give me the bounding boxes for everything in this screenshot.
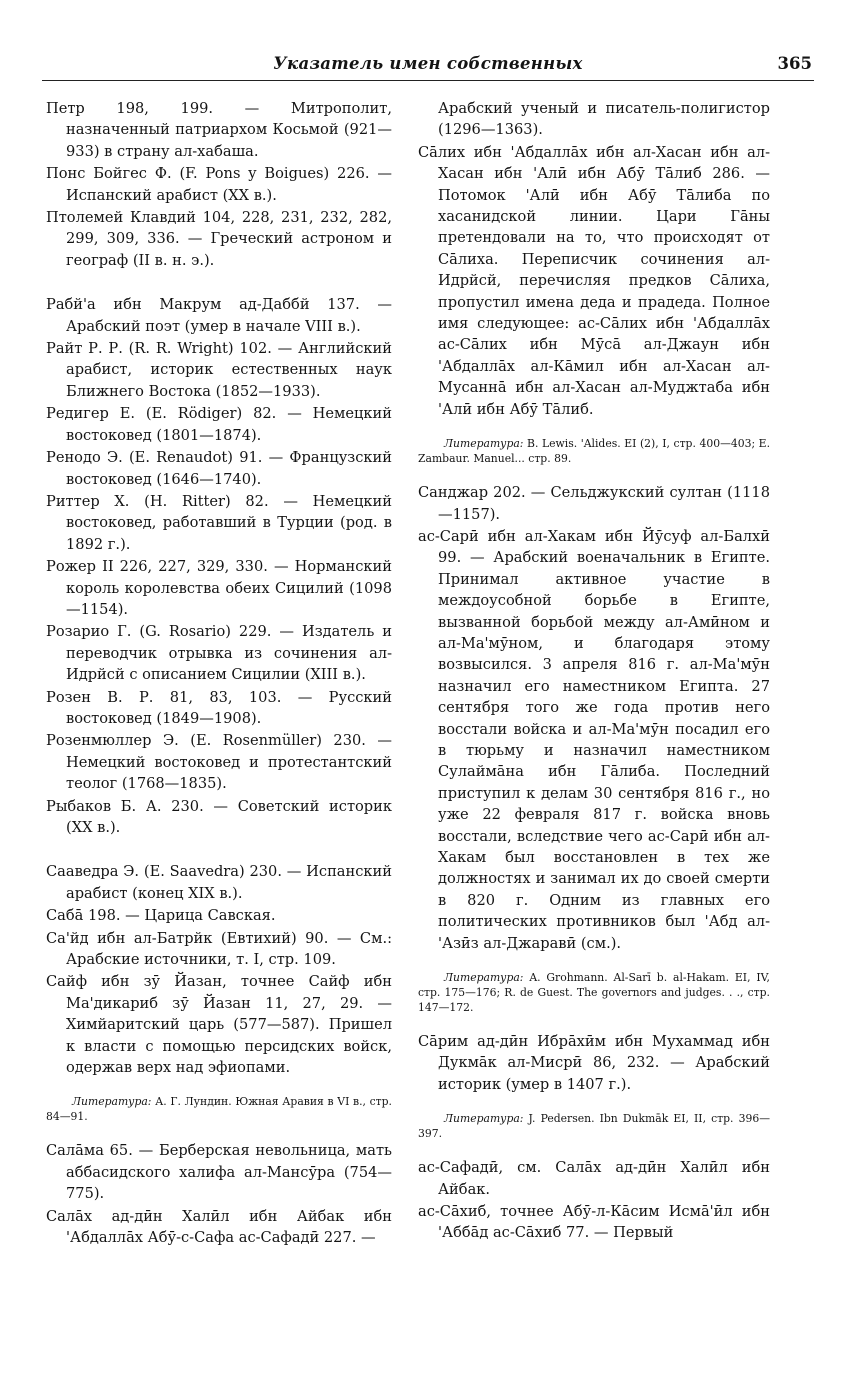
literature-text: A. Grohmann. Al-Sarī b. al-Hakam. EI, IV, стр. 175—176; R. de Guest. The governors and judges. . ., стр. 147—172.: [418, 971, 770, 1015]
literature-note: [418, 436, 770, 466]
index-entry: Салāма 65. — Берберская невольница, мать аббасидского халифа ал-Мансӯра (754—775).: [46, 1142, 392, 1203]
index-entry: Розенмюллер Э. (E. Rosenmüller) 230. — Немецкий востоковед и протестантский теолог (1768—1835).: [46, 732, 392, 793]
left-column: [46, 98, 392, 1250]
index-entry: Санджар 202. — Сельджукский султан (1118—1157).: [418, 484, 770, 523]
literature-label: Литература:: [72, 1095, 152, 1109]
index-entry: Сааведра Э. (E. Saavedra) 230. — Испанский арабист (конец XIX в.).: [46, 863, 392, 902]
index-entry: Понс Бойгес Ф. (F. Pons y Boigues) 226. — Испанский арабист (XX в.).: [46, 165, 392, 204]
literature-text: B. Lewis. 'Alides. EI (2), I, стр. 400—403; E. Zambaur. Manuel... стр. 89.: [418, 437, 770, 466]
index-entry: Розен В. Р. 81, 83, 103. — Русский востоковед (1849—1908).: [46, 688, 392, 727]
index-entry: ас-Сāхиб, точнее Абӯ-л-Кāсим Исмā'ӣл ибн 'Аббāд ас-Сāхиб 77. — Первый: [418, 1203, 770, 1242]
literature-label: Литература:: [444, 437, 524, 451]
index-entry: Риттер X. (H. Ritter) 82. — Немецкий востоковед, работавший в Турции (род. в 1892 г.).: [46, 492, 392, 553]
literature-note: [46, 1094, 392, 1124]
literature-note: [418, 970, 770, 1015]
index-entry-continuation: Арабский ученый и писатель-полигистор (1296—1363).: [438, 100, 770, 139]
index-entry: Розарио Г. (G. Rosario) 229. — Издатель и переводчик отрывка из сочинения ал-Идрйсй с описанием Сицилии (XIII в.).: [46, 623, 392, 684]
index-entry: Сāрим ад-дӣн Ибрāхӣм ибн Мухаммад ибн Дукмāк ал-Мисрӣ 86, 232. — Арабский историк (умер в 1407 г.).: [418, 1033, 770, 1093]
index-entry: Рожер II 226, 227, 329, 330. — Норманский король королевства обеих Сицилий (1098—1154).: [46, 558, 392, 618]
index-entry: Рыбаков Б. А. 230. — Советский историк (XX в.).: [46, 797, 392, 836]
section-gap: [46, 839, 392, 861]
literature-text: А. Г. Лундин. Южная Аравия в VI в., стр. 84—91.: [46, 1095, 392, 1124]
index-entry: Редигер Е. (E. Rödiger) 82. — Немецкий востоковед (1801—1874).: [46, 405, 392, 444]
page-number: 365: [777, 54, 812, 73]
running-header: [42, 52, 814, 81]
section-gap: [46, 272, 392, 294]
right-column: [418, 98, 770, 1245]
literature-text: J. Pedersen. Ibn Dukmāk EI, II, стр. 396—397.: [418, 1112, 770, 1141]
index-entry: Салāх ад-дӣн Халӣл ибн Айбак ибн 'Абдаллāх Абӯ-с-Сафа ас-Сафадӣ 227. —: [46, 1207, 392, 1247]
index-entry: ас-Сафадӣ, см. Салāх ад-дӣн Халӣл ибн Айбак.: [418, 1159, 770, 1198]
literature-label: Литература:: [444, 971, 524, 985]
index-entry: Райт Р. Р. (R. R. Wright) 102. — Английский арабист, историк естественных наук Ближнего Востока (1852—1933).: [46, 340, 392, 400]
index-entry: Рабй'а ибн Макрум ад-Даббй 137. — Арабский поэт (умер в начале VIII в.).: [46, 296, 392, 335]
index-entry: Са'йд ибн ал-Батрйк (Евтихий) 90. — См.: Арабские источники, т. I, стр. 109.: [46, 929, 392, 969]
index-entry: Сāлих ибн 'Абдаллāх ибн ал-Хасан ибн ал-Хасан ибн 'Алӣ ибн Абӯ Тāлиб 286. — Потомок 'Алӣ ибн Абӯ Тāлиба по хасанидской линии. Цари Гāны претендовали на то, что происходят от Сāлиха. Переписчик сочинения ал-Идрйсй, перечисляя предков Сāлиха, пропустил имена деда и прадеда. Полное имя следующее: ас-Сāлих ибн 'Абдаллāх ас-Сāлих ибн Мӯсā ал-Джаун ибн 'Абдаллāх ал-Кāмил ибн ал-Хасан ал-Мусаннā ибн ал-Хасан ал-Муджтаба ибн 'Алӣ ибн Абӯ Тāлиб.: [418, 143, 770, 418]
literature-note: [418, 1111, 770, 1141]
index-entry: Сабā 198. — Царица Савская.: [46, 907, 276, 925]
index-entry: ас-Сарӣ ибн ал-Хакам ибн Йӯсуф ал-Балхӣ 99. — Арабский военачальник в Египте. Принимал активное участие в междоусобной борьбе в Египте, вызванной борьбой между ал-Амӣном и ал-Ма'мӯном, и благодаря этому возвысился. 3 апреля 816 г. ал-Ма'мӯн назначил его наместником Египта. 27 сентября того же года против него восстали войска и ал-Ма'мӯн посадил его в тюрьму и назначил наместником Сулаймāна ибн Гāлиба. Последний приступил к делам 30 сентября 816 г., но уже 22 февраля 817 г. войска вновь восстали, вследствие чего ас-Сарӣ ибн ал-Хакам был восстановлен в тех же должностях и занимал их до своей смерти в 820 г. Одним из главных его политических противников был 'Абд ал-'Азӣз ал-Джаравӣ (см.).: [418, 527, 770, 952]
header-title: Указатель имен собственных: [273, 54, 583, 73]
index-entry: Сайф ибн зӯ Йазан, точнее Сайф ибн Ма'дикариб зӯ Йазан 11, 27, 29. — Химйаритский царь (577—587). Пришел к власти с помощью персидских войск, одержав верх над эфиопами.: [46, 973, 392, 1077]
index-entry: Ренодо Э. (E. Renaudot) 91. — Французский востоковед (1646—1740).: [46, 449, 392, 488]
literature-label: Литература:: [444, 1112, 524, 1126]
index-entry: Петр 198, 199. — Митрополит, назначенный патриархом Косьмой (921—933) в страну ал-хабаша.: [46, 100, 392, 160]
index-entry: Птолемей Клавдий 104, 228, 231, 232, 282, 299, 309, 336. — Греческий астроном и географ (II в. н. э.).: [46, 209, 392, 269]
